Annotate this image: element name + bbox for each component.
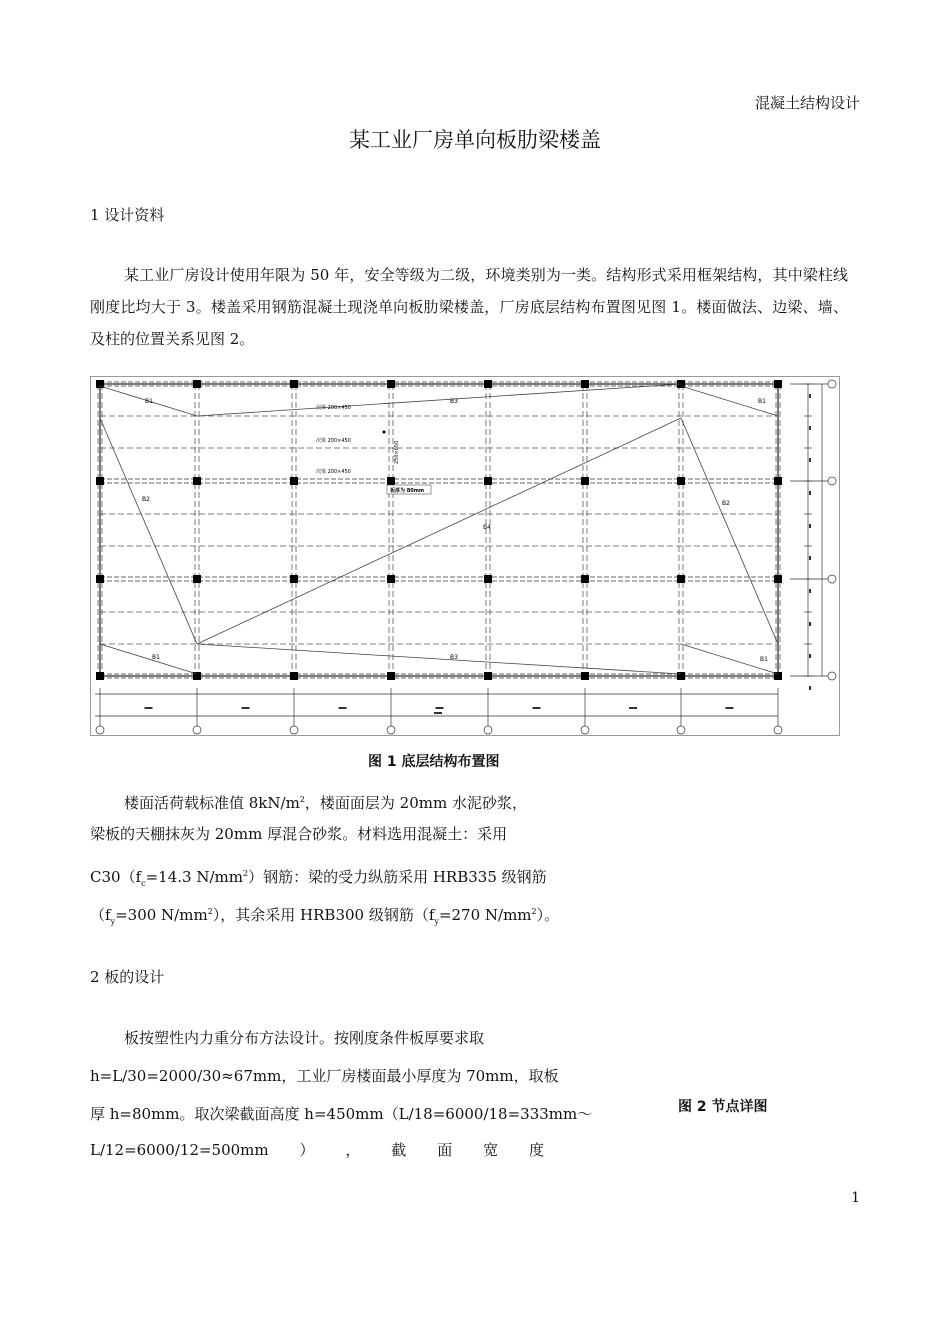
section2-line4b: ）: [299, 1141, 315, 1159]
figure-frame: [91, 377, 840, 736]
para2-line3b: =14.3 N/mm: [145, 868, 243, 886]
bottom-axis-bubble: [193, 726, 201, 734]
column-square: [581, 380, 589, 388]
column-square: [677, 575, 685, 583]
column-square: [290, 575, 298, 583]
bottom-dim-text-mark: [436, 707, 444, 709]
para2-line4c: ），其余采用 HRB300 级钢筋（f: [212, 906, 435, 924]
bottom-axis-bubble: [96, 726, 104, 734]
column-square: [290, 672, 298, 680]
right-axis-bubble: [828, 380, 836, 388]
section2-line2: h=L/30=2000/30≈67mm，工业厂房楼面最小厚度为 70mm，取板: [90, 1067, 559, 1085]
right-dim-text-mark: [809, 524, 811, 528]
column-square: [484, 575, 492, 583]
bottom-dim-text-mark: [339, 707, 347, 709]
structure-layout-plan: [90, 376, 840, 736]
beam-label-2: 次梁 200×450: [316, 438, 351, 444]
section-2-heading: 2 板的设计: [90, 968, 165, 986]
column-square: [193, 575, 201, 583]
bottom-axis-bubble: [290, 726, 298, 734]
slab-label-b1-bottomleft: B1: [152, 654, 160, 661]
bottom-dim-text-mark: [629, 707, 637, 709]
para2-sup4: 2: [531, 907, 537, 916]
section-1-heading: 1 设计资料: [90, 206, 165, 224]
slab-label-b3-top: B3: [450, 398, 458, 405]
fc-subscript: c: [141, 879, 146, 888]
bottom-dim-text-mark: [726, 707, 734, 709]
right-axis-bubble: [828, 477, 836, 485]
fy-subscript-2: y: [434, 917, 439, 926]
figure-1-caption: 图 1 底层结构布置图: [368, 754, 500, 770]
column-square: [581, 477, 589, 485]
column-square: [774, 575, 782, 583]
right-axis-bubble: [828, 672, 836, 680]
column-square: [96, 575, 104, 583]
para2-sup2: 2: [242, 869, 249, 878]
para2-line4e: ）。: [536, 906, 560, 924]
figure-1-drawing: [90, 376, 840, 736]
column-square: [96, 672, 104, 680]
beam-label-1: 次梁 200×450: [316, 405, 351, 411]
right-dim-text-mark: [809, 686, 811, 690]
right-dim-text-mark: [809, 458, 811, 462]
slab-label-b1-topleft: B1: [145, 398, 153, 405]
slab-label-b4-center: B4: [483, 524, 491, 531]
slab-label-b2-left: B2: [142, 496, 150, 503]
right-dim-text-mark: [809, 654, 811, 658]
para2-line3a: C30（f: [90, 868, 142, 886]
bottom-dim-text-mark: [242, 707, 250, 709]
page-number: 1: [851, 1190, 860, 1206]
para2-line3: [90, 858, 547, 900]
bottom-axis-bubble: [484, 726, 492, 734]
para2-sup1: 2: [299, 795, 305, 804]
column-square: [290, 380, 298, 388]
column-square: [484, 672, 492, 680]
column-square: [290, 477, 298, 485]
bottom-dim-text-mark: [533, 707, 541, 709]
section2-line4d: 截: [391, 1141, 407, 1159]
slab-label-b2-right: B2: [722, 500, 730, 507]
para2-line4b: =300 N/mm: [115, 906, 208, 924]
section2-line4: [90, 1134, 544, 1166]
section2-line4e: 面: [437, 1141, 453, 1159]
section2-line4a: L/12=6000/12=500mm: [90, 1141, 269, 1159]
column-square: [387, 575, 395, 583]
fy-subscript-1: y: [110, 917, 116, 926]
section2-line3: 厚 h=80mm。取次梁截面高度 h=450mm（L/18=6000/18=333mm～: [90, 1105, 593, 1123]
para2-line4d: =270 N/mm: [438, 906, 532, 924]
bottom-dim-text-mark: [145, 707, 153, 709]
column-square: [387, 380, 395, 388]
section2-line4g: 度: [528, 1141, 544, 1159]
section2-line4c: ，: [345, 1141, 361, 1159]
right-axis-bubble: [828, 575, 836, 583]
para2-line4: [90, 896, 559, 938]
figure-2-caption: 图 2 节点详图: [678, 1099, 768, 1115]
running-header: 混凝土结构设计: [754, 94, 860, 112]
main-beam-label: 250×650: [394, 440, 400, 464]
para2-line2: 梁板的天棚抹灰为 20mm 厚混合砂浆。材料选用混凝土：采用: [90, 825, 508, 843]
para2-line1-text: 楼面活荷载标准值 8kN/m: [124, 794, 300, 812]
document-title: 某工业厂房单向板肋梁楼盖: [349, 128, 601, 152]
right-dim-text-mark: [809, 556, 811, 560]
slab-label-b3-bottom: B3: [450, 654, 458, 661]
para2-line1b-text: ，楼面面层为 20mm 水泥砂浆，: [304, 794, 527, 812]
bottom-total-text-mark: [434, 712, 442, 714]
column-square: [581, 672, 589, 680]
column-square: [484, 477, 492, 485]
column-square: [774, 477, 782, 485]
section-1-paragraph: 某工业厂房设计使用年限为 50 年，安全等级为二级，环境类别为一类。结构形式采用框架结构，其中梁柱线刚度比均大于 3。楼盖采用钢筋混凝土现浇单向板肋梁楼盖，厂房底层结构布置图见图 1。楼面做法、边梁、墙、及柱的位置关系见图 2。: [90, 266, 848, 348]
column-square: [774, 380, 782, 388]
column-square: [96, 477, 104, 485]
bottom-axis-bubble: [677, 726, 685, 734]
para2-line3c: ）钢筋：梁的受力纵筋采用 HRB335 级钢筋: [248, 868, 547, 886]
right-dim-text-mark: [809, 622, 811, 626]
right-dim-text-mark: [809, 491, 811, 495]
para2-sup3: 2: [207, 907, 213, 916]
bottom-axis-bubble: [581, 726, 589, 734]
slab-label-b1-topright: B1: [758, 398, 766, 405]
beam-label-3: 次梁 200×450: [316, 469, 351, 475]
column-square: [193, 380, 201, 388]
para2-line1: [124, 784, 527, 819]
column-square: [387, 477, 395, 485]
note-dot: [383, 431, 386, 434]
column-square: [677, 672, 685, 680]
section2-line4f: 宽: [483, 1141, 499, 1159]
slab-label-b1-bottomright: B1: [760, 656, 768, 663]
right-dim-text-mark: [809, 589, 811, 593]
right-dim-text-mark: [809, 426, 811, 430]
right-dim-text-mark: [809, 394, 811, 398]
column-square: [387, 672, 395, 680]
slab-thickness-mark: 板厚为 80mm: [390, 488, 425, 494]
column-square: [193, 477, 201, 485]
bottom-axis-bubble: [774, 726, 782, 734]
para2-line4a: （f: [90, 906, 111, 924]
section2-line1: 板按塑性内力重分布方法设计。按刚度条件板厚要求取: [124, 1029, 485, 1047]
column-square: [677, 477, 685, 485]
column-square: [581, 575, 589, 583]
bottom-axis-bubble: [387, 726, 395, 734]
column-square: [484, 380, 492, 388]
